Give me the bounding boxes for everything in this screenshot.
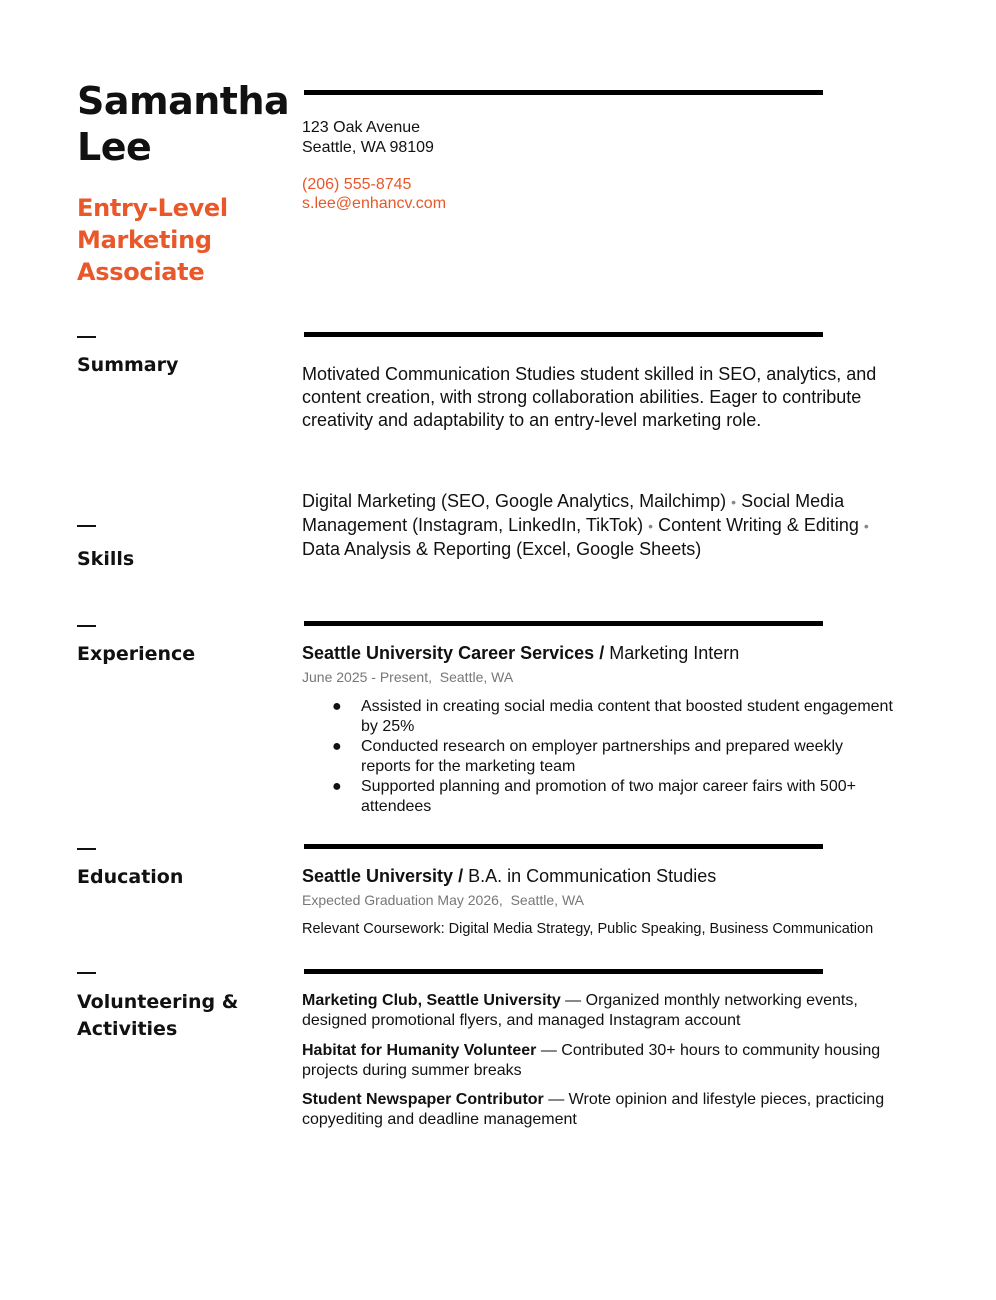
- skill-separator: •: [648, 518, 654, 534]
- section-dash: [77, 336, 96, 338]
- job-title-line-1: Entry-Level: [77, 194, 228, 222]
- heading-slash: /: [594, 643, 610, 663]
- education-entry-heading: [302, 865, 716, 887]
- skill-item: Digital Marketing (SEO, Google Analytics, Mailchimp): [302, 491, 727, 511]
- heading-slash: /: [453, 866, 469, 886]
- bullet-line: reports for the marketing team: [361, 758, 576, 775]
- bullet-icon: ●: [332, 698, 342, 715]
- experience-meta: [302, 668, 513, 686]
- job-title-line-2: Marketing: [77, 226, 212, 254]
- section-divider: [304, 969, 823, 974]
- job-title: [77, 192, 277, 288]
- school-name: Seattle University: [302, 866, 454, 886]
- skills-heading: Skills: [77, 548, 135, 570]
- section-dash: [77, 848, 96, 850]
- volunteer-description: designed promotional flyers, and managed Instagram account: [302, 1012, 741, 1029]
- section-divider: [304, 332, 823, 337]
- summary-text: [302, 363, 882, 432]
- experience-heading: Experience: [77, 643, 196, 665]
- summary-heading: Summary: [77, 354, 179, 376]
- volunteer-entry: [302, 991, 902, 1031]
- phone-link[interactable]: (206) 555-8745: [302, 176, 412, 193]
- volunteer-description: copyediting and deadline management: [302, 1111, 577, 1128]
- bullet-icon: ●: [332, 738, 342, 755]
- job-title-line-3: Associate: [77, 258, 205, 286]
- summary-line: Motivated Communication Studies student skilled in SEO, analytics, and: [302, 364, 877, 384]
- header-divider: [304, 90, 823, 95]
- bullet-line: Assisted in creating social media content that boosted student engagement: [361, 698, 893, 715]
- section-dash: [77, 972, 96, 974]
- volunteering-heading-line-2: Activities: [77, 1018, 178, 1040]
- skill-item: Content Writing & Editing: [658, 515, 859, 535]
- skill-separator: •: [731, 494, 737, 510]
- section-dash: [77, 625, 96, 627]
- employer-name: Seattle University Career Services: [302, 643, 595, 663]
- skills-list: [302, 490, 902, 561]
- address-line-2: Seattle, WA 98109: [302, 139, 434, 156]
- bullet-line: attendees: [361, 798, 432, 815]
- experience-entry-heading: [302, 642, 739, 664]
- bullet-line: Conducted research on employer partnerships and prepared weekly: [361, 738, 844, 755]
- education-meta: [302, 891, 584, 909]
- experience-dates: June 2025 - Present,: [302, 669, 432, 685]
- graduation-date: Expected Graduation May 2026,: [302, 892, 503, 908]
- education-location: Seattle, WA: [510, 892, 584, 908]
- degree-title: B.A. in Communication Studies: [468, 866, 717, 886]
- address-line-1: 123 Oak Avenue: [302, 119, 421, 136]
- volunteering-heading-line-1: Volunteering &: [77, 991, 239, 1013]
- experience-bullets: [332, 697, 907, 817]
- skill-item: Social Media: [741, 491, 845, 511]
- relevant-coursework: Relevant Coursework: Digital Media Strategy, Public Speaking, Business Communication: [302, 921, 874, 937]
- volunteer-role: Student Newspaper Contributor: [302, 1091, 544, 1108]
- section-divider: [304, 844, 823, 849]
- skill-separator: •: [863, 518, 869, 534]
- volunteer-description: — Wrote opinion and lifestyle pieces, practicing: [543, 1091, 885, 1108]
- volunteer-role: Marketing Club, Seattle University: [302, 992, 561, 1009]
- name-line-1: Samantha: [77, 79, 290, 123]
- bullet-line: Supported planning and promotion of two major career fairs with 500+: [361, 778, 856, 795]
- section-dash: [77, 525, 96, 527]
- section-divider: [304, 621, 823, 626]
- volunteer-entry: [302, 1090, 902, 1130]
- name-line-2: Lee: [77, 125, 152, 169]
- bullet-line: by 25%: [361, 718, 415, 735]
- position-title: Marketing Intern: [609, 643, 740, 663]
- volunteer-description: — Contributed 30+ hours to community housing: [536, 1042, 881, 1059]
- volunteer-role: Habitat for Humanity Volunteer: [302, 1042, 537, 1059]
- list-item: [332, 697, 907, 737]
- list-item: [332, 737, 907, 777]
- skill-item: Management (Instagram, LinkedIn, TikTok): [302, 515, 644, 535]
- volunteer-description: projects during summer breaks: [302, 1062, 522, 1079]
- bullet-icon: ●: [332, 778, 342, 795]
- education-heading: Education: [77, 866, 184, 888]
- volunteering-heading: [77, 989, 277, 1043]
- email-link[interactable]: s.lee@enhancv.com: [302, 195, 447, 212]
- volunteer-entry: [302, 1041, 902, 1081]
- experience-location: Seattle, WA: [439, 669, 514, 685]
- skill-item: Data Analysis & Reporting (Excel, Google Sheets): [302, 539, 702, 559]
- volunteer-description: — Organized monthly networking events,: [560, 992, 858, 1009]
- summary-line: creativity and adaptability to an entry-level marketing role.: [302, 410, 762, 430]
- candidate-name: [77, 78, 289, 170]
- list-item: [332, 777, 907, 817]
- summary-line: content creation, with strong collaboration abilities. Eager to contribute: [302, 387, 862, 407]
